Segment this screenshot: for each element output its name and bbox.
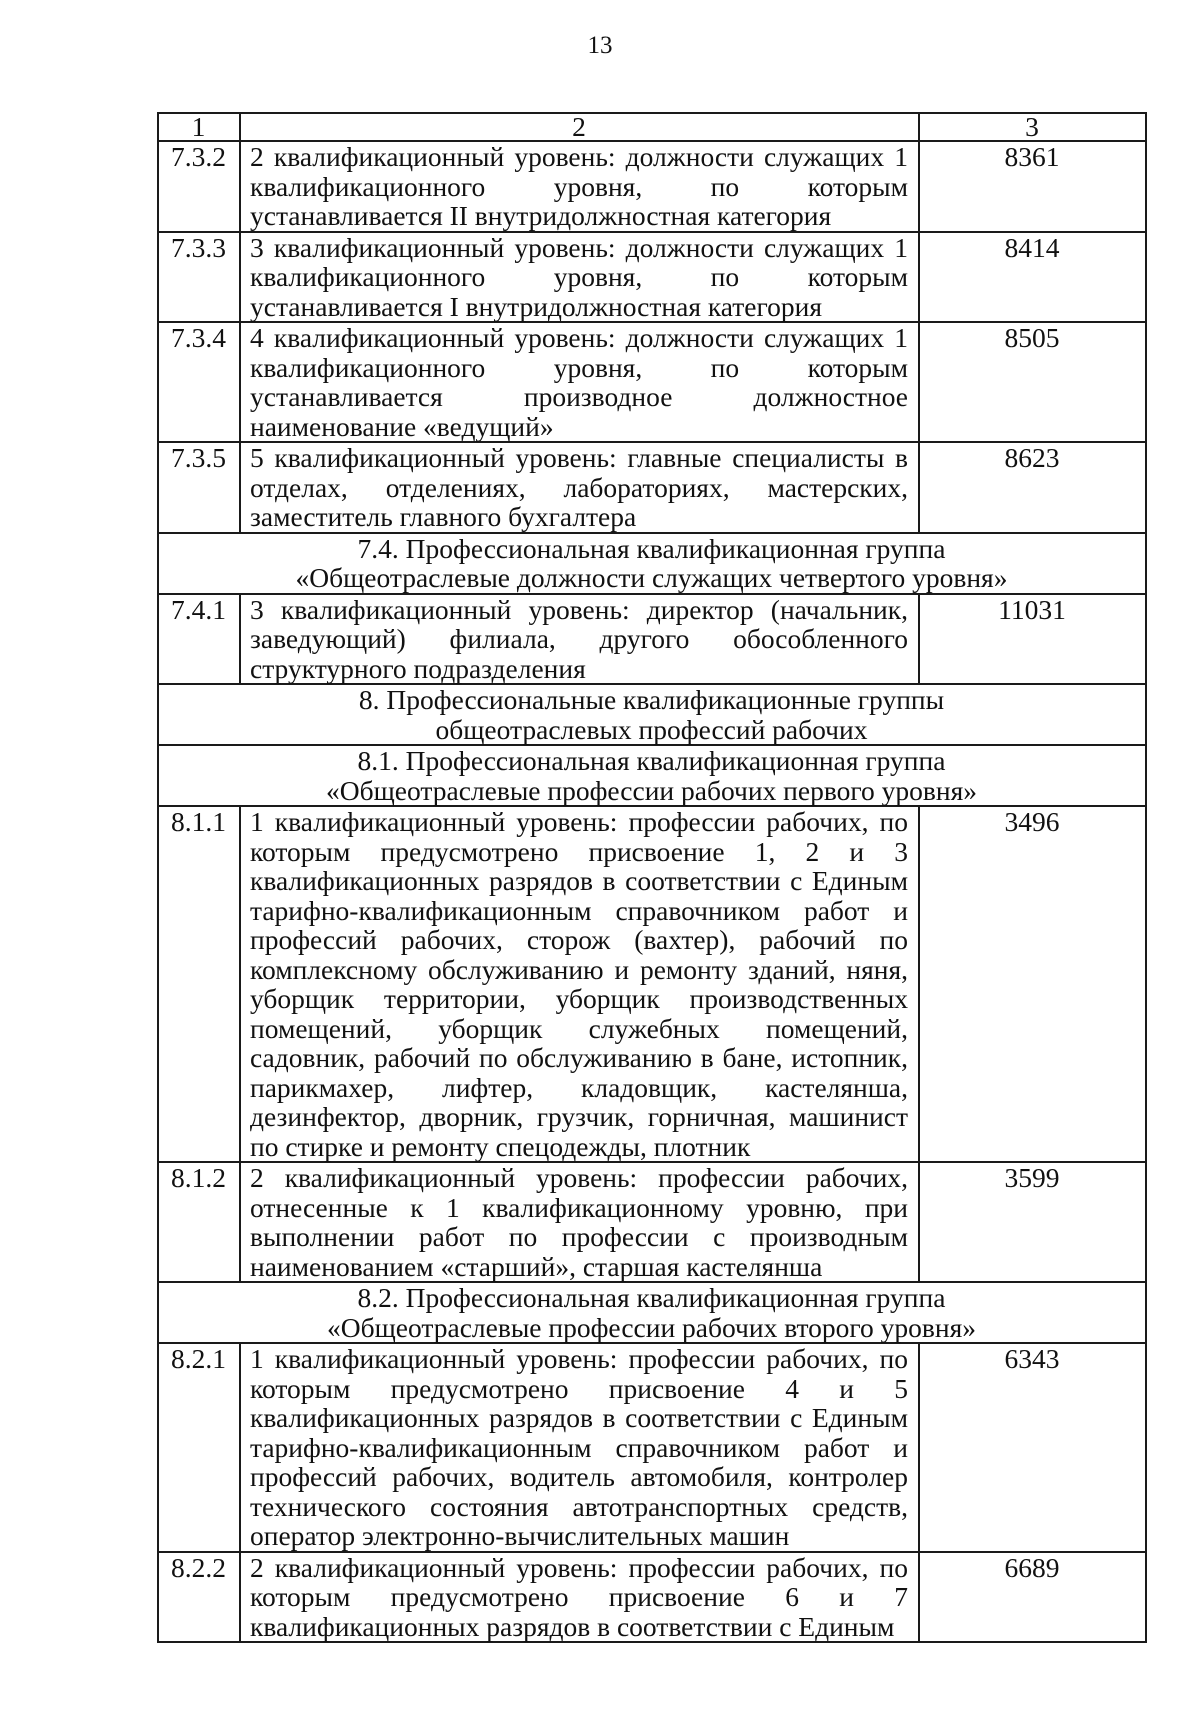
row-description: 4 квалификационный уровень: должности служащих 1 квалификационного уровня, по которым устанавливается производное должностное наименование «ведущий» <box>240 322 919 442</box>
row-description: 2 квалификационный уровень: профессии рабочих, отнесенные к 1 квалификационному уровню, при выполнении работ по профессии с производным наименованием «старший», старшая кастелянша <box>240 1162 919 1282</box>
header-col-3: 3 <box>919 113 1146 141</box>
table-row <box>158 141 1146 232</box>
row-code: 7.3.2 <box>158 141 240 232</box>
row-description: 1 квалификационный уровень: профессии рабочих, по которым предусмотрено присвоение 4 и 5 квалификационных разрядов в соответствии с Единым тарифно-квалификационным справочником работ и профессий рабочих, водитель автомобиля, контролер технического состояния автотранспортных средств, оператор электронно-вычислительных машин <box>240 1343 919 1552</box>
section-header-row <box>158 745 1146 806</box>
row-value: 8361 <box>919 141 1146 232</box>
row-value: 6343 <box>919 1343 1146 1552</box>
row-code: 7.3.5 <box>158 442 240 533</box>
row-description: 3 квалификационный уровень: директор (начальник, заведующий) филиала, другого обособленного структурного подразделения <box>240 594 919 685</box>
section-title-line-1: 8.1. Профессиональная квалификационная группа <box>357 745 946 776</box>
section-header-row <box>158 1282 1146 1343</box>
section-title <box>158 533 1146 594</box>
table-row <box>158 594 1146 685</box>
row-code: 7.4.1 <box>158 594 240 685</box>
row-description: 2 квалификационный уровень: профессии рабочих, по которым предусмотрено присвоение 6 и 7 квалификационных разрядов в соответствии с Единым <box>240 1552 919 1643</box>
section-header-row <box>158 533 1146 594</box>
qualification-table <box>157 112 1147 1643</box>
header-col-1: 1 <box>158 113 240 141</box>
row-description: 3 квалификационный уровень: должности служащих 1 квалификационного уровня, по которым устанавливается I внутридолжностная категория <box>240 232 919 323</box>
row-value: 8505 <box>919 322 1146 442</box>
row-value: 6689 <box>919 1552 1146 1643</box>
row-value: 8623 <box>919 442 1146 533</box>
row-description: 1 квалификационный уровень: профессии рабочих, по которым предусмотрено присвоение 1, 2 и 3 квалификационных разрядов в соответствии с Единым тарифно-квалификационным справочником работ и профессий рабочих, сторож (вахтер), рабочий по комплексному обслуживанию и ремонту зданий, няня, уборщик территории, уборщик производственных помещений, уборщик служебных помещений, садовник, рабочий по обслуживанию в бане, истопник, парикмахер, лифтер, кладовщик, кастелянша, дезинфектор, дворник, грузчик, горничная, машинист по стирке и ремонту спецодежды, плотник <box>240 806 919 1162</box>
table-row <box>158 1343 1146 1552</box>
section-title <box>158 684 1146 745</box>
row-value: 11031 <box>919 594 1146 685</box>
table-body <box>158 141 1146 1642</box>
section-title-line-2: «Общеотраслевые профессии рабочих первого уровня» <box>326 774 977 806</box>
row-code: 8.1.1 <box>158 806 240 1162</box>
section-title-line-2: «Общеотраслевые профессии рабочих второго уровня» <box>327 1311 976 1343</box>
row-description: 2 квалификационный уровень: должности служащих 1 квалификационного уровня, по которым устанавливается II внутридолжностная категория <box>240 141 919 232</box>
row-code: 8.2.1 <box>158 1343 240 1552</box>
table-row <box>158 442 1146 533</box>
table-row <box>158 232 1146 323</box>
header-col-2: 2 <box>240 113 919 141</box>
row-code: 8.2.2 <box>158 1552 240 1643</box>
section-title-line-1: 8.2. Профессиональная квалификационная группа <box>357 1282 946 1313</box>
row-value: 3496 <box>919 806 1146 1162</box>
row-value: 3599 <box>919 1162 1146 1282</box>
section-title-line-2: общеотраслевых профессий рабочих <box>435 713 868 745</box>
row-code: 7.3.4 <box>158 322 240 442</box>
row-value: 8414 <box>919 232 1146 323</box>
section-title-line-1: 8. Профессиональные квалификационные группы <box>358 684 945 715</box>
table-row <box>158 1162 1146 1282</box>
section-title-line-2: «Общеотраслевые должности служащих четвертого уровня» <box>295 562 1008 593</box>
section-title <box>158 1282 1146 1343</box>
table-row <box>158 806 1146 1162</box>
section-title-line-1: 7.4. Профессиональная квалификационная группа <box>357 532 946 564</box>
section-header-row <box>158 684 1146 745</box>
table-header-row <box>158 113 1146 141</box>
row-description: 5 квалификационный уровень: главные специалисты в отделах, отделениях, лабораториях, мастерских, заместитель главного бухгалтера <box>240 442 919 533</box>
row-code: 8.1.2 <box>158 1162 240 1282</box>
section-title <box>158 745 1146 806</box>
page-number: 13 <box>587 32 613 59</box>
table-row <box>158 1552 1146 1643</box>
table-row <box>158 322 1146 442</box>
row-code: 7.3.3 <box>158 232 240 323</box>
